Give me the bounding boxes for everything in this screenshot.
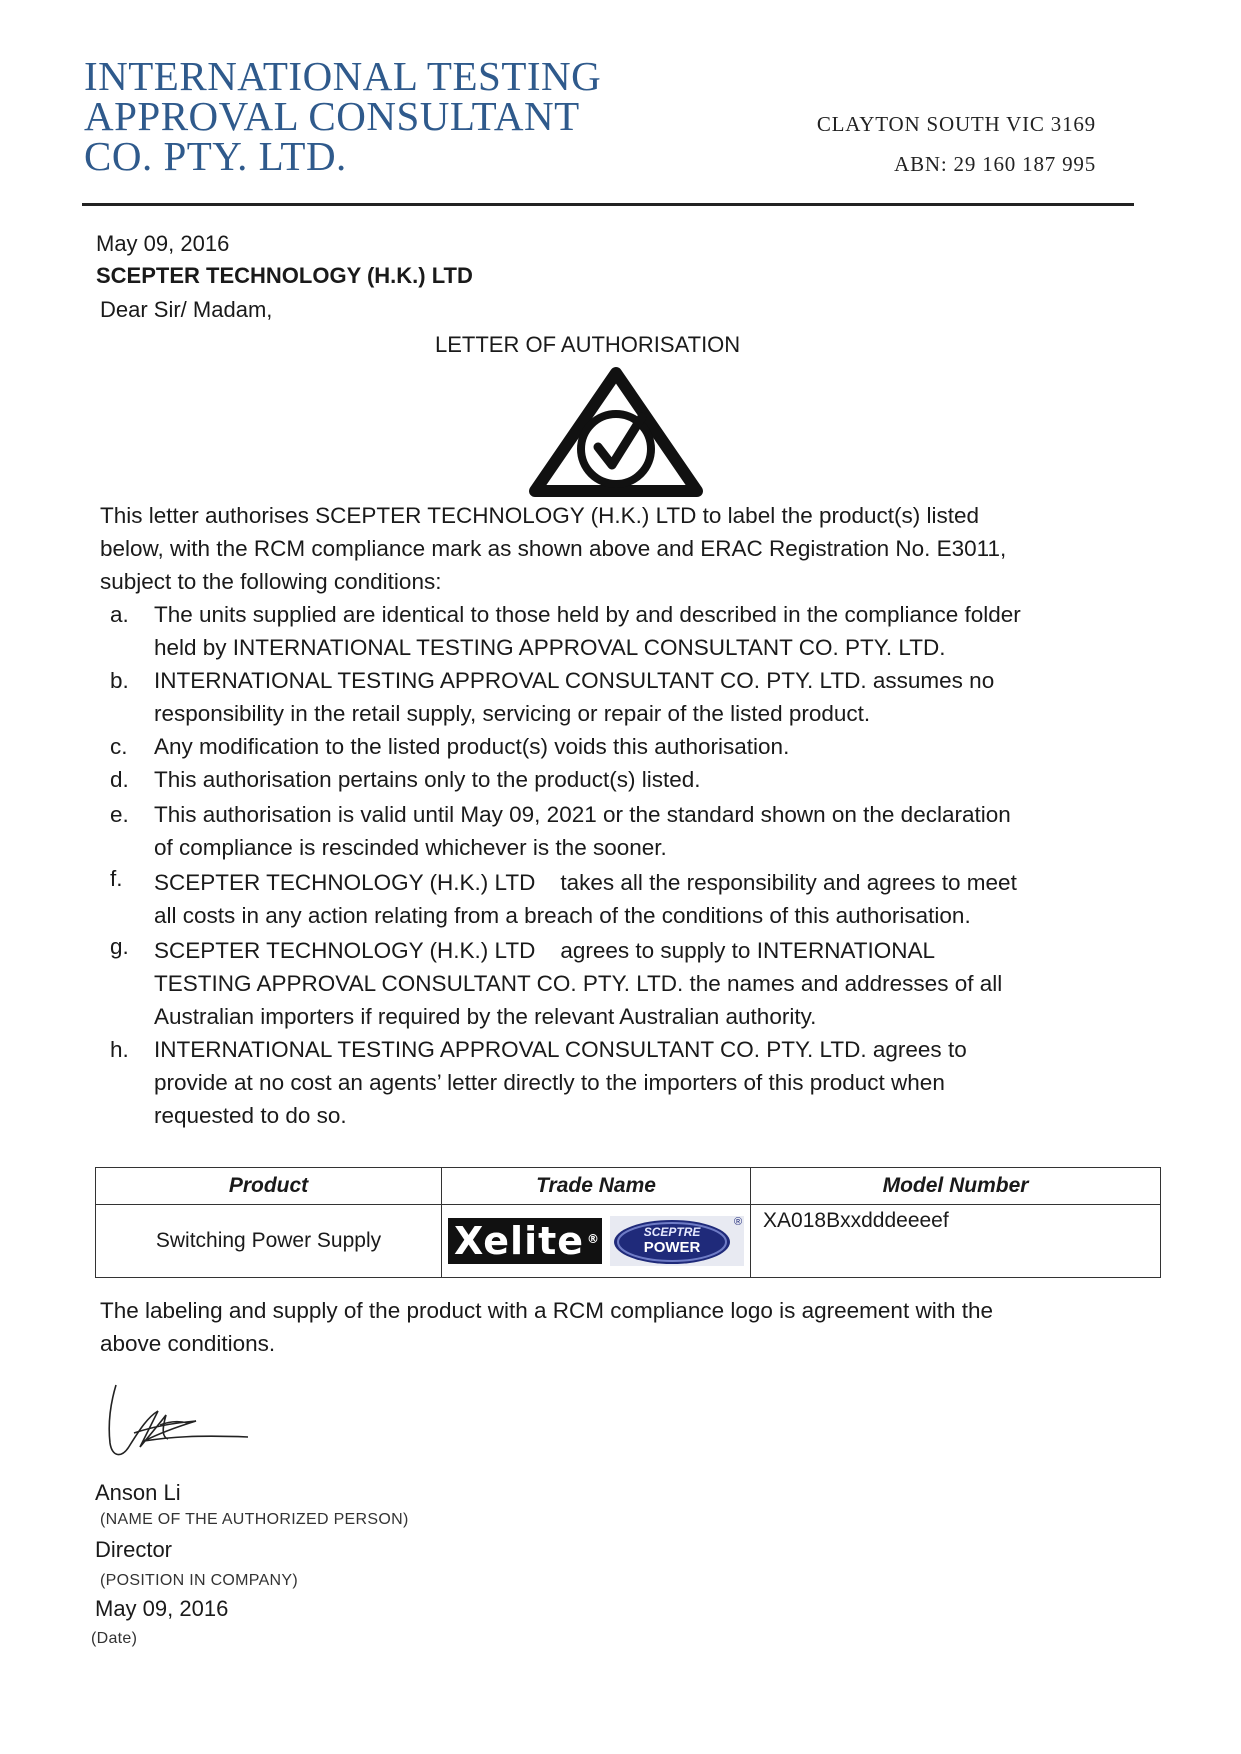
condition-letter: h. [110,1037,129,1062]
condition-text: Any modification to the listed product(s) voids this authorisation. [154,734,790,759]
company-name-line-3: CO. PTY. LTD. [84,133,347,179]
condition-text: SCEPTER TECHNOLOGY (H.K.) LTD agrees to supply to INTERNATIONAL [154,938,936,963]
condition-text: requested to do so. [154,1103,347,1128]
column-header-model-number: Model Number [751,1168,1161,1205]
company-address: CLAYTON SOUTH VIC 3169 [816,112,1096,136]
column-header-trade-name: Trade Name [442,1168,751,1205]
intro-line: This letter authorises SCEPTER TECHNOLOGY (H.K.) LTD to label the product(s) listed [100,503,980,528]
table-row [96,1205,1161,1278]
cell-product: Switching Power Supply [96,1205,442,1278]
condition-item-h [100,1033,1140,1132]
condition-text: all costs in any action relating from a breach of the conditions of this authorisation. [154,903,971,928]
intro-line: below, with the RCM compliance mark as shown above and ERAC Registration No. E3011, [100,536,1007,561]
condition-item-e [100,798,1140,864]
signatory-name-caption: (NAME OF THE AUTHORIZED PERSON) [100,1511,409,1528]
condition-text: This authorisation pertains only to the product(s) listed. [154,767,701,792]
condition-text: The units supplied are identical to those held by and described in the compliance folder [154,602,1021,627]
recipient-name: SCEPTER TECHNOLOGY (H.K.) LTD [96,263,473,288]
closing-paragraph [100,1294,1130,1360]
condition-item-g [100,934,1140,1033]
condition-item-c [100,730,1140,763]
company-abn: ABN: 29 160 187 995 [894,152,1096,176]
condition-text: INTERNATIONAL TESTING APPROVAL CONSULTANT CO. PTY. LTD. agrees to [154,1037,967,1062]
condition-text: Australian importers if required by the relevant Australian authority. [154,1004,817,1029]
condition-item-f [100,866,1140,932]
condition-text: TESTING APPROVAL CONSULTANT CO. PTY. LTD. the names and addresses of all [154,971,1003,996]
condition-item-a [100,598,1140,664]
cell-model-number: XA018Bxxdddeeeef [751,1205,1161,1278]
sceptre-power-logo: SCEPTRE POWER ® [610,1216,744,1266]
signatory-position-caption: (POSITION IN COMPANY) [100,1572,299,1589]
condition-letter: g. [110,934,129,959]
condition-letter: d. [110,767,129,792]
condition-item-d [100,763,1140,796]
condition-text: This authorisation is valid until May 09, 2021 or the standard shown on the declaration [154,802,1011,827]
xelite-logo: Xelite ® [448,1218,602,1264]
condition-text: held by INTERNATIONAL TESTING APPROVAL CONSULTANT CO. PTY. LTD. [154,635,946,660]
condition-text: SCEPTER TECHNOLOGY (H.K.) LTD takes all the responsibility and agrees to meet [154,870,1017,895]
closing-line: above conditions. [100,1331,276,1356]
signature-date-caption: (Date) [91,1630,138,1647]
rcm-compliance-mark-icon [525,365,707,501]
intro-paragraph [100,499,1130,598]
company-name-line-1: INTERNATIONAL TESTING [84,53,602,99]
salutation: Dear Sir/ Madam, [100,297,273,322]
intro-line: subject to the following conditions: [100,569,442,594]
table-header-row [96,1168,1161,1205]
condition-letter: e. [110,802,129,827]
condition-text: of compliance is rescinded whichever is the sooner. [154,835,667,860]
condition-letter: c. [110,734,128,759]
condition-text: provide at no cost an agents’ letter directly to the importers of this product when [154,1070,945,1095]
signatory-name: Anson Li [95,1480,181,1505]
cell-trade-name [442,1205,751,1278]
signature-date: May 09, 2016 [95,1596,229,1621]
condition-text: INTERNATIONAL TESTING APPROVAL CONSULTANT CO. PTY. LTD. assumes no [154,668,995,693]
closing-line: The labeling and supply of the product with a RCM compliance logo is agreement with the [100,1298,993,1323]
letterhead-divider [82,203,1134,206]
letter-title: LETTER OF AUTHORISATION [435,332,741,357]
condition-letter: b. [110,668,129,693]
signatory-position: Director [95,1537,173,1562]
condition-letter: a. [110,602,129,627]
company-name-line-2: APPROVAL CONSULTANT [84,93,580,139]
letter-date: May 09, 2016 [96,231,230,256]
product-table [95,1167,1161,1278]
condition-letter: f. [110,866,123,891]
handwritten-signature [100,1375,260,1465]
condition-item-b [100,664,1140,730]
condition-text: responsibility in the retail supply, servicing or repair of the listed product. [154,701,871,726]
column-header-product: Product [96,1168,442,1205]
